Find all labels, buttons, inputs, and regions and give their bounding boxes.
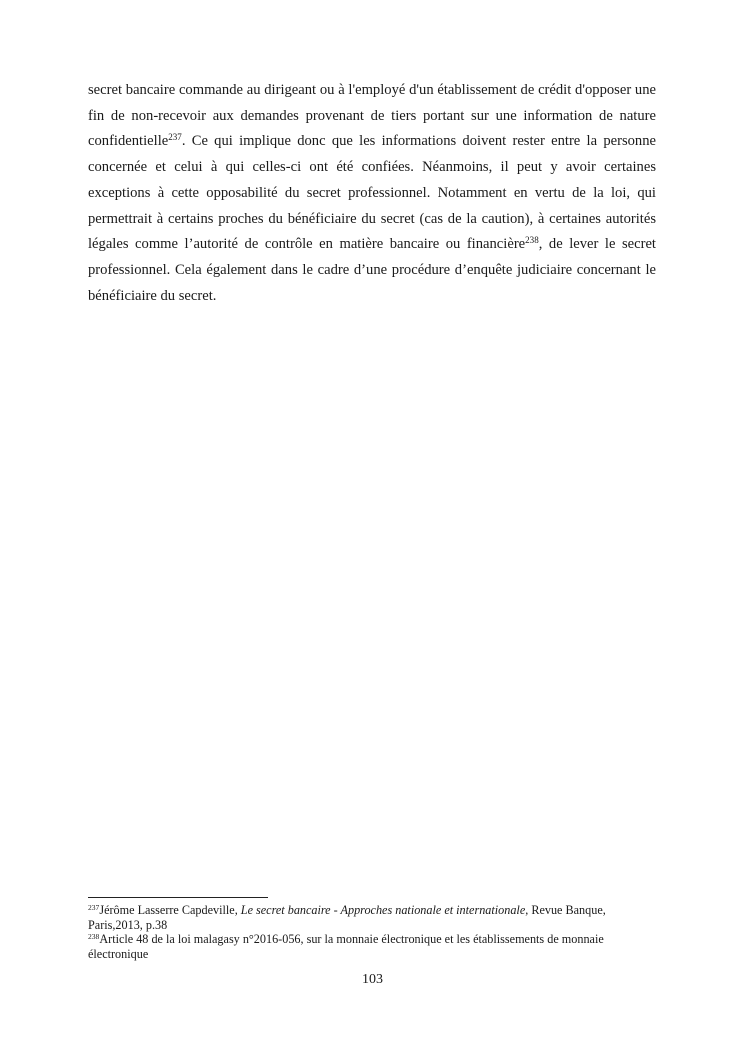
footnote-238: [88, 932, 656, 961]
footnotes: [88, 903, 656, 961]
body-text-part-1: secret bancaire commande au dirigeant ou à l'employé d'un établissement de crédit d'opposer une fin de non-recevoir aux demandes provenant de tiers portant sur une information de nature confidentielle: [88, 82, 656, 150]
footnote-author: Jérôme Lasserre Capdeville,: [99, 903, 241, 917]
body-text-part-3: , de lever le secret professionnel. Cela également dans le cadre d’une procédure d’enquête judiciaire concernant le bénéficiaire du secret.: [88, 236, 656, 304]
footnote-title: Le secret bancaire - Approches nationale et internationale: [240, 903, 526, 917]
footnote-237: [88, 903, 656, 932]
footnote-ref-238: 238: [525, 235, 539, 246]
footnote-number: 238: [88, 931, 100, 941]
footnote-publisher: , Revue Banque, Paris,2013, p.38: [88, 903, 606, 932]
footnote-separator: [88, 897, 268, 898]
footnote-number: 237: [88, 902, 100, 912]
page-number: 103: [362, 972, 383, 987]
footnote-ref-237: 237: [168, 132, 182, 143]
footnote-text: Article 48 de la loi malagasy n°2016-056, sur la monnaie électronique et les établissements de monnaie électronique: [88, 932, 604, 961]
body-paragraph: [88, 78, 656, 309]
body-text-part-2: . Ce qui implique donc que les informations doivent rester entre la personne concernée et celui à qui celles-ci ont été confiées. Néanmoins, il peut y avoir certaines exceptions à cette opposabilité du secret professionnel. Notamment en vertu de la loi, qui permettrait à certains proches du bénéficiaire du secret (cas de la caution), à certaines autorités légales comme l’autorité de contrôle en matière bancaire ou financière: [88, 133, 656, 253]
